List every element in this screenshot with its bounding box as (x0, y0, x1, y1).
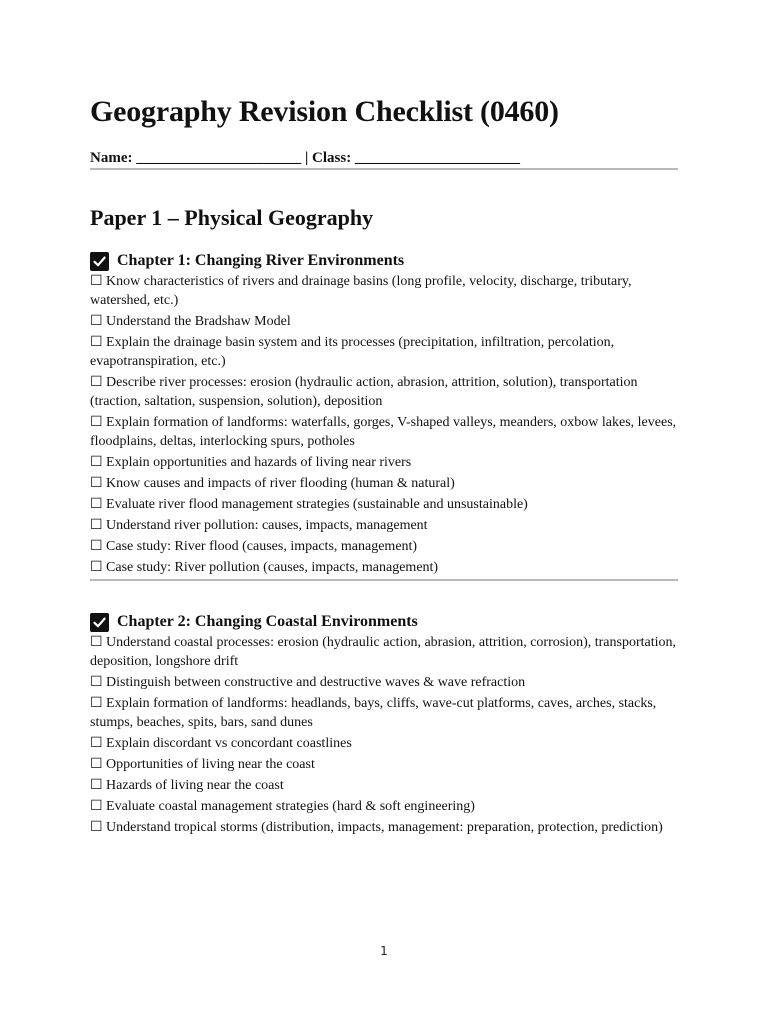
checklist-item[interactable]: ☐ Understand tropical storms (distribution, impacts, management: preparation, protection, prediction) (90, 820, 663, 835)
checklist-item[interactable]: ☐ Distinguish between constructive and destructive waves & wave refraction (90, 675, 526, 690)
checklist-item[interactable]: ☐ Case study: River flood (causes, impacts, management) (90, 539, 418, 554)
divider (90, 579, 678, 581)
checklist-item[interactable]: ☐ Understand river pollution: causes, impacts, management (90, 518, 428, 533)
chapter-heading (90, 250, 680, 272)
checklist-item[interactable]: ☐ Explain formation of landforms: headlands, bays, cliffs, wave-cut platforms, caves, arches, stacks, stumps, beaches, spits, bars, sand dunes (90, 696, 657, 730)
checklist-item[interactable]: ☐ Describe river processes: erosion (hydraulic action, abrasion, attrition, solution), transportation (traction, saltation, suspension, solution), deposition (90, 375, 638, 409)
checked-box-icon (90, 252, 109, 271)
checklist-item[interactable]: ☐ Case study: River pollution (causes, impacts, management) (90, 560, 439, 575)
checklist-item[interactable]: ☐ Explain formation of landforms: waterfalls, gorges, V-shaped valleys, meanders, oxbow lakes, levees, floodplains, deltas, interlocking spurs, potholes (90, 415, 677, 449)
checklist-item[interactable]: ☐ Evaluate coastal management strategies (hard & soft engineering) (90, 799, 475, 814)
paper-title: Paper 1 – Physical Geography (90, 205, 374, 230)
checked-box-icon (90, 613, 109, 632)
chapter-title: Chapter 2: Changing Coastal Environments (117, 613, 418, 630)
page-content (90, 94, 680, 839)
checklist-item[interactable]: ☐ Explain discordant vs concordant coastlines (90, 736, 352, 751)
checklist-item[interactable]: ☐ Explain opportunities and hazards of living near rivers (90, 455, 412, 470)
checklist-item[interactable]: ☐ Opportunities of living near the coast (90, 757, 315, 772)
checklist (90, 272, 680, 577)
checklist-item[interactable]: ☐ Know characteristics of rivers and drainage basins (long profile, velocity, discharge, tributary, watershed, etc.) (90, 274, 632, 308)
page-number: 1 (380, 944, 388, 958)
checklist-item[interactable]: ☐ Evaluate river flood management strategies (sustainable and unsustainable) (90, 497, 528, 512)
document-title: Geography Revision Checklist (0460) (90, 95, 559, 128)
checklist-item[interactable]: ☐ Understand the Bradshaw Model (90, 314, 291, 329)
checklist-item[interactable]: ☐ Understand coastal processes: erosion (hydraulic action, abrasion, attrition, corrosion), transportation, deposition, longshore drift (90, 635, 676, 669)
chapter-title: Chapter 1: Changing River Environments (117, 252, 405, 269)
checklist (90, 633, 680, 837)
chapter-heading (90, 611, 680, 633)
checklist-item[interactable]: ☐ Hazards of living near the coast (90, 778, 284, 793)
checklist-item[interactable]: ☐ Know causes and impacts of river flooding (human & natural) (90, 476, 455, 491)
divider (90, 168, 678, 170)
name-class-line: Name: ______________________ | Class: ______________________ (90, 150, 520, 166)
checklist-item[interactable]: ☐ Explain the drainage basin system and its processes (precipitation, infiltration, percolation, evapotranspiration, etc.) (90, 335, 615, 369)
